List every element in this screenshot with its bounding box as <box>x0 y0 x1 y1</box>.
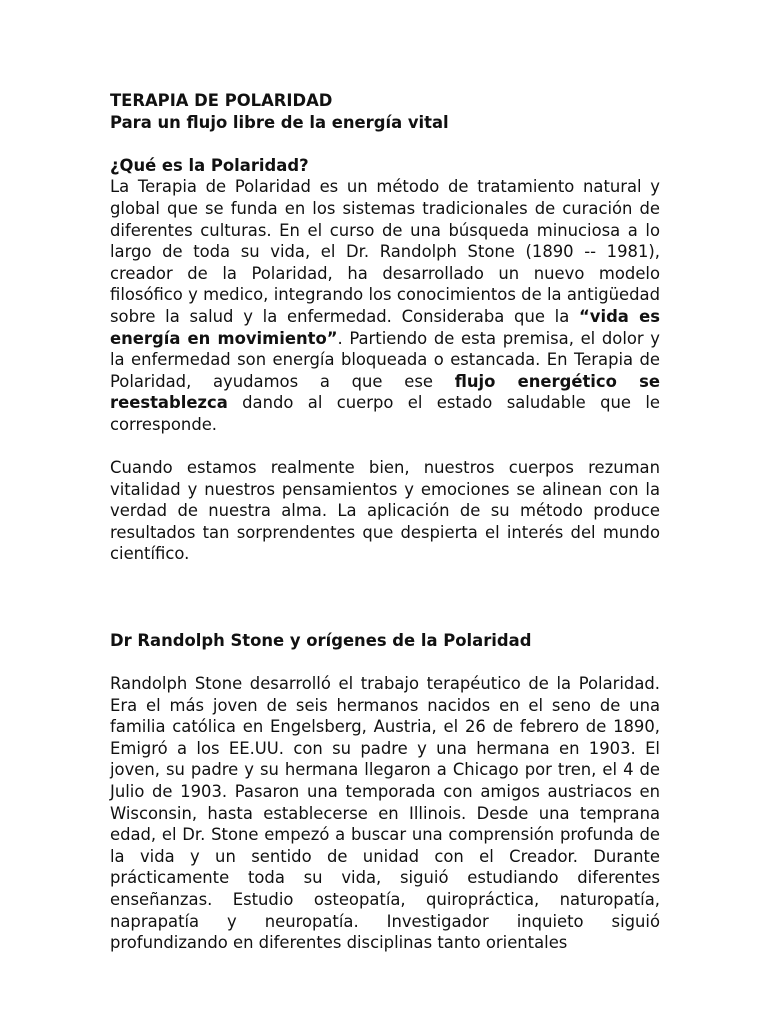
paragraph-text: dando al cuerpo el estado saludable que le corresponde. <box>110 393 660 434</box>
section-heading-que-es: ¿Qué es la Polaridad? <box>110 155 309 175</box>
document-page <box>110 90 660 954</box>
paragraph-text: La Terapia de Polaridad es un método de tratamiento natural y global que se funda en los sistemas tradicionales de curación de diferentes culturas. En el curso de una búsqueda minuciosa a lo largo de toda su vida, el Dr. Randolph Stone (1890 -- 1981), creador de la Polaridad, ha desarrollado un nuevo modelo filosófico y medico, integrando los conocimientos de la antigüedad sobre la salud y la enfermedad. Consideraba que la <box>110 177 660 326</box>
spacer <box>110 436 660 458</box>
paragraph-biografia: Randolph Stone desarrolló el trabajo terapéutico de la Polaridad. Era el más joven de seis hermanos nacidos en el seno de una familia católica en Engelsberg, Austria, el 26 de febrero de 1890, Emigró a los EE.UU. con su padre y una hermana en 1903. El joven, su padre y su hermana llegaron a Chicago por tren, el 4 de Julio de 1903. Pasaron una temporada con amigos austriacos en Wisconsin, hasta establecerse en Illinois. Desde una temprana edad, el Dr. Stone empezó a buscar una comprensión profunda de la vida y un sentido de unidad con el Creador. Durante prácticamente toda su vida, siguió estudiando diferentes enseñanzas. Estudio osteopatía, quiropráctica, naturopatía, naprapatía y neuropatía. Investigador inquieto siguió profundizando en diferentes disciplinas tanto orientales <box>110 674 660 953</box>
paragraph-text: . Partiendo de esta premisa, el dolor y la enfermedad son energía bloqueada o estancada. En Terapia de Polaridad, ayudamos a que ese <box>110 328 660 391</box>
bold-phrase-vida-energia: “vida es energía en movimiento” <box>110 306 660 348</box>
document-title: TERAPIA DE POLARIDAD <box>110 91 333 110</box>
paragraph-intro <box>110 176 660 435</box>
spacer <box>110 651 660 673</box>
spacer <box>110 133 660 155</box>
section-heading-randolph-stone: Dr Randolph Stone y orígenes de la Polaridad <box>110 630 532 650</box>
spacer <box>110 565 660 630</box>
bold-phrase-flujo-energetico: flujo energético se reestablezca <box>110 371 660 413</box>
document-subtitle: Para un flujo libre de la energía vital <box>110 112 449 132</box>
paragraph-bienestar: Cuando estamos realmente bien, nuestros cuerpos rezuman vitalidad y nuestros pensamientos y emociones se alinean con la verdad de nuestra alma. La aplicación de su método produce resultados tan sorprendentes que despierta el interés del mundo científico. <box>110 458 660 564</box>
